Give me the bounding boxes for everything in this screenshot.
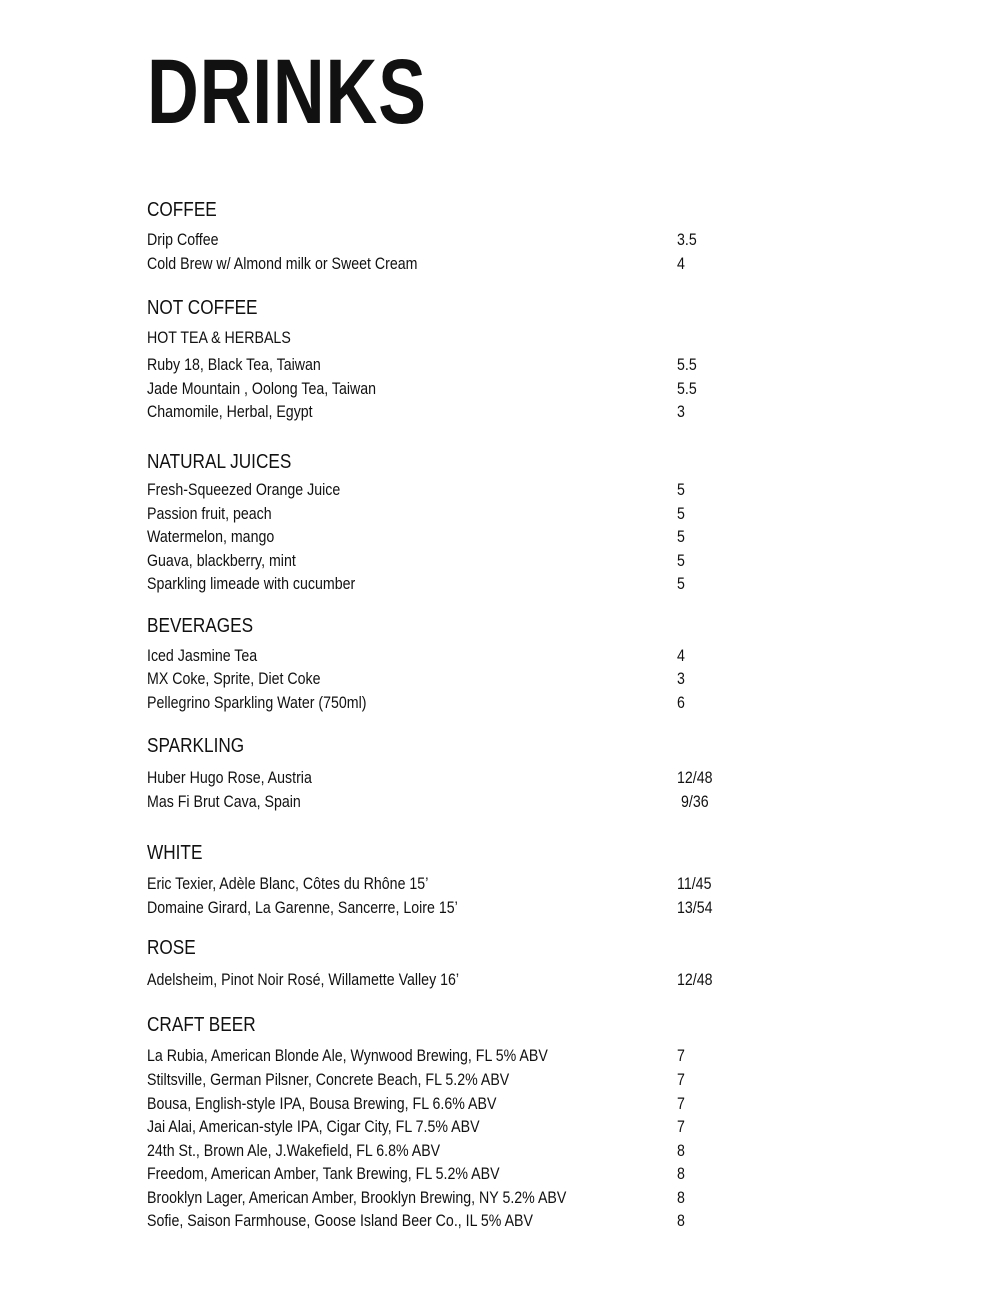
menu-item	[147, 645, 747, 667]
menu-item	[147, 791, 747, 813]
item-price: 5	[677, 505, 685, 523]
menu-item	[147, 1069, 747, 1091]
item-price: 3.5	[677, 231, 697, 249]
section-heading-sparkling: SPARKLING	[147, 735, 245, 757]
menu-item	[147, 692, 747, 714]
item-name: Huber Hugo Rose, Austria	[147, 769, 312, 787]
item-name: Ruby 18, Black Tea, Taiwan	[147, 356, 321, 374]
menu-item	[147, 1187, 747, 1209]
item-price: 12/48	[677, 769, 713, 787]
subsection-heading-tea: HOT TEA & HERBALS	[147, 329, 291, 347]
item-name: Mas Fi Brut Cava, Spain	[147, 793, 301, 811]
menu-item	[147, 969, 747, 991]
item-price: 7	[677, 1047, 685, 1065]
item-price: 7	[677, 1118, 685, 1136]
item-price: 7	[677, 1095, 685, 1113]
item-price: 5	[677, 528, 685, 546]
item-price: 8	[677, 1189, 685, 1207]
menu-item	[147, 573, 747, 595]
item-name: Adelsheim, Pinot Noir Rosé, Willamette Valley 16’	[147, 971, 460, 989]
item-name: Iced Jasmine Tea	[147, 647, 258, 665]
item-name: Jade Mountain , Oolong Tea, Taiwan	[147, 380, 377, 398]
item-name: Freedom, American Amber, Tank Brewing, FL 5.2% ABV	[147, 1165, 500, 1183]
item-price: 4	[677, 255, 685, 273]
item-price: 4	[677, 647, 685, 665]
menu-item	[147, 401, 747, 423]
menu-item	[147, 354, 747, 376]
item-name: Fresh-Squeezed Orange Juice	[147, 481, 341, 499]
item-name: Watermelon, mango	[147, 528, 275, 546]
menu-item	[147, 668, 747, 690]
item-price: 3	[677, 403, 685, 421]
item-price: 6	[677, 694, 685, 712]
menu-item	[147, 873, 747, 895]
item-price: 8	[677, 1165, 685, 1183]
item-price: 5	[677, 552, 685, 570]
item-price: 9/36	[681, 793, 709, 811]
item-name: Chamomile, Herbal, Egypt	[147, 403, 313, 421]
item-price: 5	[677, 575, 685, 593]
item-name: Sofie, Saison Farmhouse, Goose Island Beer Co., IL 5% ABV	[147, 1212, 533, 1230]
item-price: 3	[677, 670, 685, 688]
menu-item	[147, 550, 747, 572]
item-name: MX Coke, Sprite, Diet Coke	[147, 670, 321, 688]
item-price: 11/45	[677, 875, 712, 893]
menu-item	[147, 253, 747, 275]
item-name: 24th St., Brown Ale, J.Wakefield, FL 6.8% ABV	[147, 1142, 441, 1160]
menu-item	[147, 526, 747, 548]
item-name: Guava, blackberry, mint	[147, 552, 296, 570]
item-name: La Rubia, American Blonde Ale, Wynwood Brewing, FL 5% ABV	[147, 1047, 548, 1065]
section-heading-white: WHITE	[147, 842, 203, 864]
item-name: Drip Coffee	[147, 231, 219, 249]
item-price: 5.5	[677, 356, 697, 374]
page-title: DRINKS	[147, 41, 427, 143]
menu-item	[147, 1140, 747, 1162]
menu-item	[147, 1210, 747, 1232]
item-name: Pellegrino Sparkling Water (750ml)	[147, 694, 367, 712]
item-name: Domaine Girard, La Garenne, Sancerre, Loire 15’	[147, 899, 458, 917]
item-price: 5.5	[677, 380, 697, 398]
menu-item	[147, 1093, 747, 1115]
section-heading-coffee: COFFEE	[147, 199, 217, 221]
menu-item	[147, 1163, 747, 1185]
section-heading-beverages: BEVERAGES	[147, 615, 254, 637]
menu-item	[147, 229, 747, 251]
item-price: 12/48	[677, 971, 713, 989]
item-price: 8	[677, 1212, 685, 1230]
menu-item	[147, 1116, 747, 1138]
item-name: Stiltsville, German Pilsner, Concrete Beach, FL 5.2% ABV	[147, 1071, 510, 1089]
item-name: Passion fruit, peach	[147, 505, 272, 523]
item-name: Eric Texier, Adèle Blanc, Côtes du Rhône 15’	[147, 875, 429, 893]
item-name: Bousa, English-style IPA, Bousa Brewing, FL 6.6% ABV	[147, 1095, 497, 1113]
section-heading-natural-juices: NATURAL JUICES	[147, 451, 292, 473]
menu-item	[147, 767, 747, 789]
menu-item	[147, 503, 747, 525]
section-heading-not-coffee: NOT COFFEE	[147, 297, 258, 319]
item-name: Cold Brew w/ Almond milk or Sweet Cream	[147, 255, 418, 273]
section-heading-craft-beer: CRAFT BEER	[147, 1014, 256, 1036]
menu-item	[147, 378, 747, 400]
item-name: Jai Alai, American-style IPA, Cigar City, FL 7.5% ABV	[147, 1118, 480, 1136]
item-price: 5	[677, 481, 685, 499]
item-name: Sparkling limeade with cucumber	[147, 575, 356, 593]
menu-item	[147, 479, 747, 501]
menu-item	[147, 1045, 747, 1067]
item-price: 13/54	[677, 899, 713, 917]
item-price: 8	[677, 1142, 685, 1160]
menu-item	[147, 897, 747, 919]
item-price: 7	[677, 1071, 685, 1089]
section-heading-rose: ROSE	[147, 937, 196, 959]
item-name: Brooklyn Lager, American Amber, Brooklyn Brewing, NY 5.2% ABV	[147, 1189, 567, 1207]
